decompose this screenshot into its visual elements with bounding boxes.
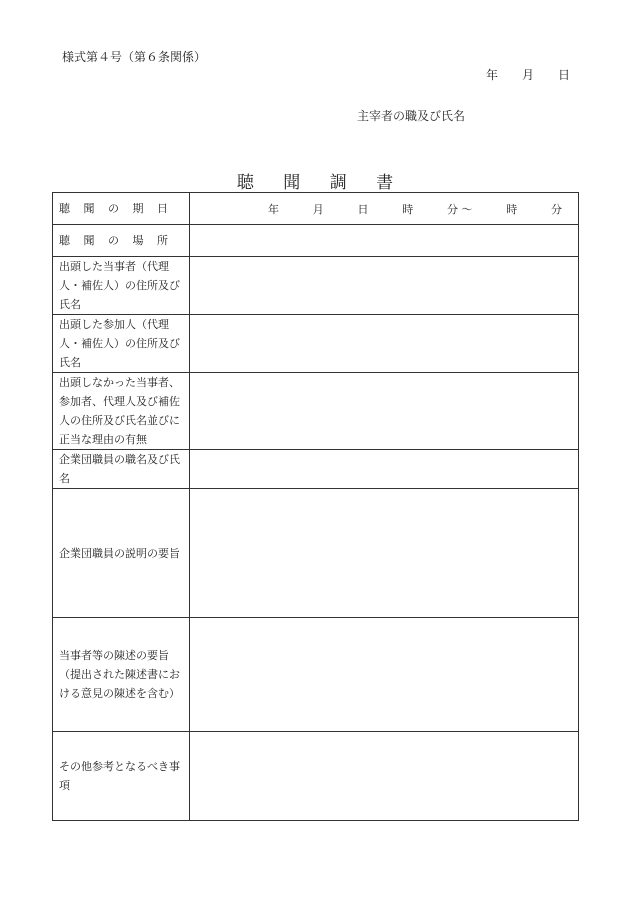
table-row [53, 732, 579, 821]
table-row [53, 618, 579, 732]
staff-field[interactable] [190, 450, 579, 489]
form-number: 様式第４号（第６条関係） [62, 50, 207, 64]
page-title: 聴 聞 調 書 [236, 173, 406, 193]
datetime-day: 日 [357, 202, 369, 216]
present-participant-field[interactable] [190, 315, 579, 373]
datetime-minute: 分 ～ [447, 202, 473, 216]
datetime-end-minute: 分 [551, 202, 562, 216]
other-field[interactable] [190, 732, 579, 821]
hearing-datetime-field[interactable] [190, 193, 579, 225]
row-label-present-participant: 出頭した参加人（代理人・補佐人）の住所及び氏名 [53, 315, 190, 373]
date-line [486, 66, 570, 83]
row-label-statements: 当事者等の陳述の要旨（提出された陳述書における意見の陳述を含む） [53, 618, 190, 732]
date-month: 月 [521, 68, 534, 82]
absent-field[interactable] [190, 373, 579, 450]
present-party-field[interactable] [190, 257, 579, 315]
row-label-other: その他参考となるべき事項 [53, 732, 190, 821]
hearing-place-field[interactable] [190, 225, 579, 257]
datetime-end-hour: 時 [506, 202, 518, 216]
date-day: 日 [557, 68, 570, 82]
staff-explanation-field[interactable] [190, 489, 579, 618]
hearing-record-table [52, 192, 579, 821]
table-row [53, 193, 579, 225]
datetime-month: 月 [312, 202, 324, 216]
datetime-hour: 時 [402, 202, 414, 216]
row-label-staff: 企業団職員の職名及び氏名 [53, 450, 190, 489]
datetime-year: 年 [268, 202, 279, 216]
table-row [53, 489, 579, 618]
table-row [53, 257, 579, 315]
row-label-date: 聴 聞 の 期 日 [53, 193, 190, 225]
row-label-place: 聴 聞 の 場 所 [53, 225, 190, 257]
table-row [53, 315, 579, 373]
row-label-absent: 出頭しなかった当事者、参加者、代理人及び補佐人の住所及び氏名並びに正当な理由の有無 [53, 373, 190, 450]
host-label: 主宰者の職及び氏名 [357, 109, 466, 123]
row-label-staff-explanation: 企業団職員の説明の要旨 [53, 489, 190, 618]
table-row [53, 225, 579, 257]
statements-field[interactable] [190, 618, 579, 732]
table-row [53, 450, 579, 489]
table-row [53, 373, 579, 450]
row-label-present-party: 出頭した当事者（代理人・補佐人）の住所及び氏名 [53, 257, 190, 315]
date-year: 年 [485, 68, 498, 82]
